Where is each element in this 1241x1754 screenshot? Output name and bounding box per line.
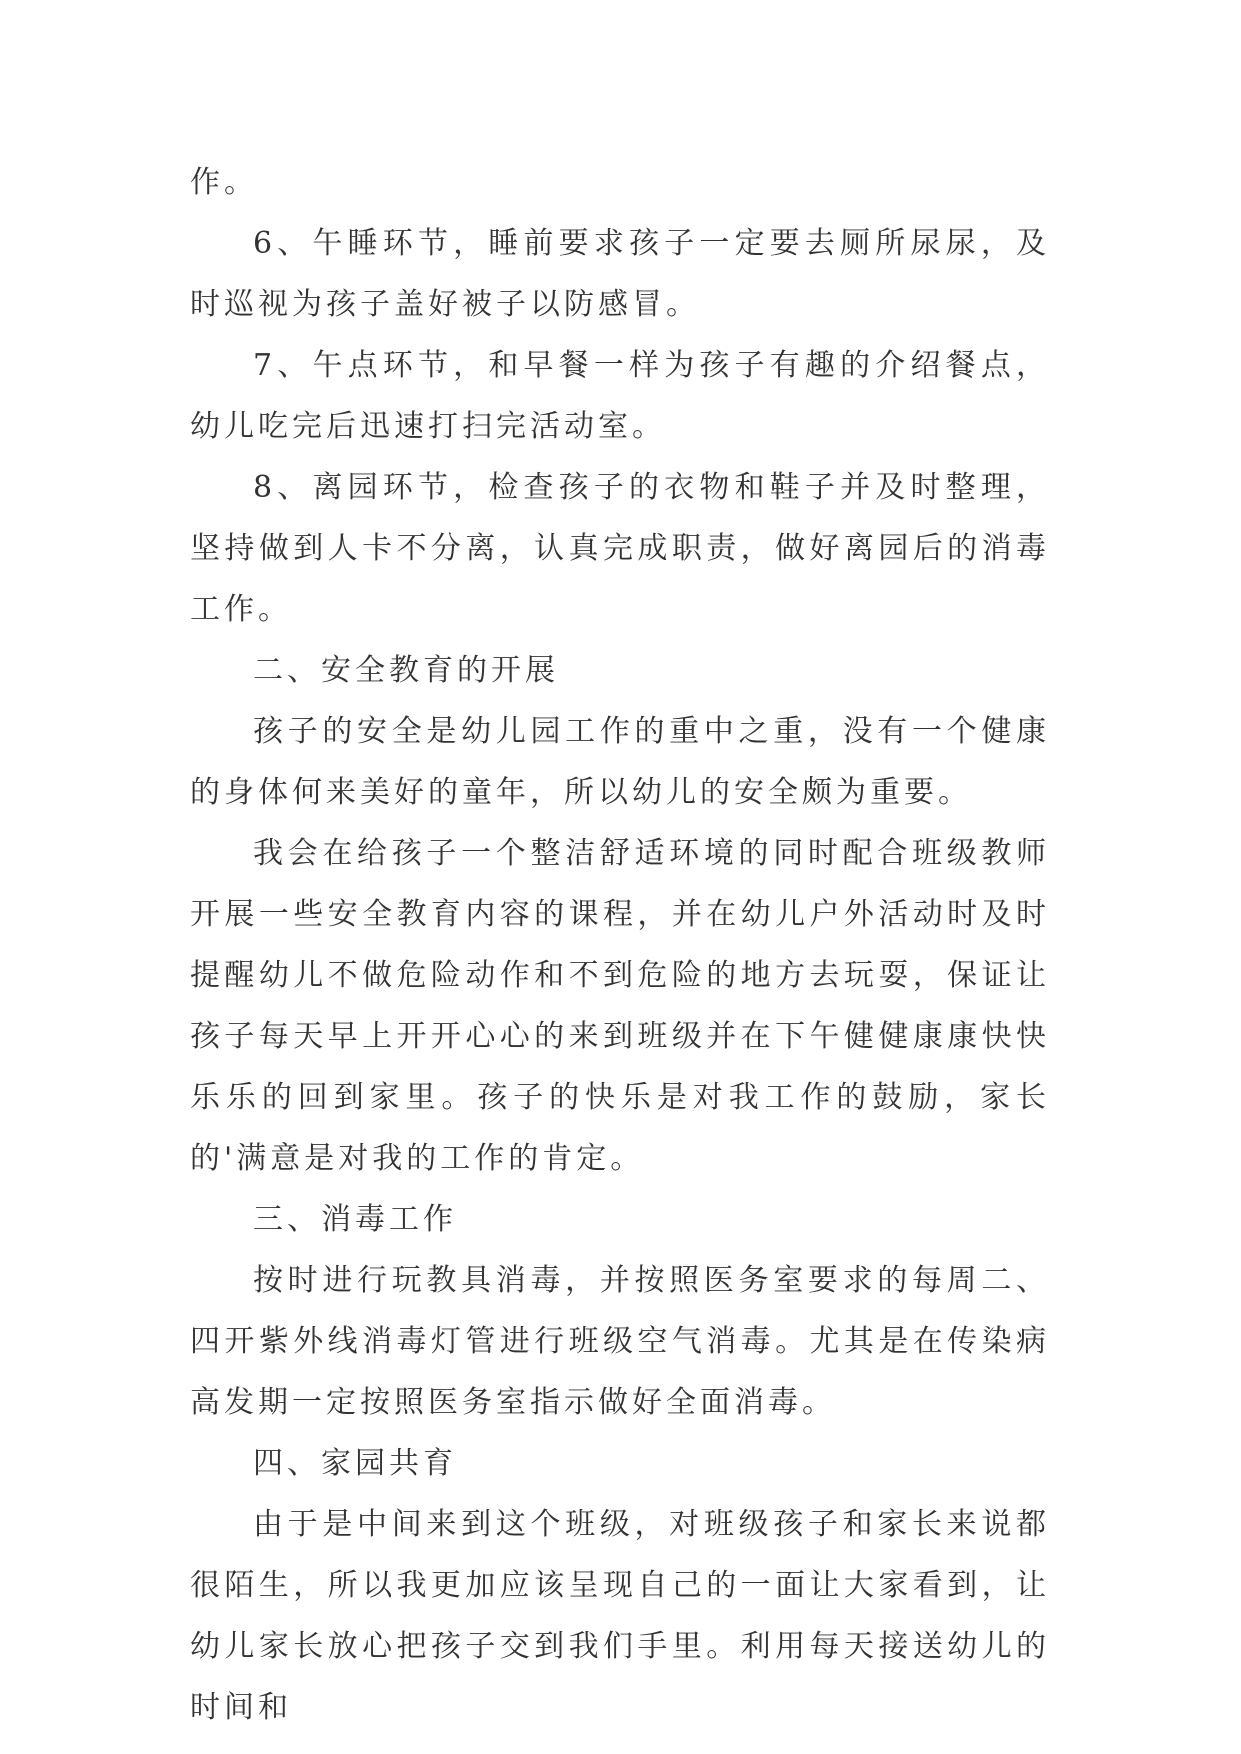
paragraph-afternoon-snack: 7、午点环节，和早餐一样为孩子有趣的介绍餐点，幼儿吃完后迅速打扫完活动室。: [190, 348, 1050, 444]
paragraph-safety-measures: 我会在给孩子一个整洁舒适环境的同时配合班级教师开展一些安全教育内容的课程，并在幼儿户外活动时及时提醒幼儿不做危险动作和不到危险的地方去玩耍，保证让孩子每天早上开开心心的来到班级并在下午健健康康快快乐乐的回到家里。孩子的快乐是对我工作的鼓励，家长的'满意是对我的工作的肯定。: [190, 836, 1050, 1176]
paragraph-disinfection: 按时进行玩教具消毒，并按照医务室要求的每周二、四开紫外线消毒灯管进行班级空气消毒。尤其是在传染病高发期一定按照医务室指示做好全面消毒。: [190, 1263, 1050, 1420]
paragraph-continuation: 作。: [190, 165, 258, 200]
document-body: [190, 152, 1050, 1738]
section-heading-home-school: 四、家园共育: [253, 1446, 457, 1481]
paragraph-nap-time: 6、午睡环节，睡前要求孩子一定要去厕所尿尿，及时巡视为孩子盖好被子以防感冒。: [190, 226, 1050, 322]
paragraph-home-school: 由于是中间来到这个班级，对班级孩子和家长来说都很陌生，所以我更加应该呈现自己的一面让大家看到，让幼儿家长放心把孩子交到我们手里。利用每天接送幼儿的时间和: [190, 1507, 1050, 1725]
section-heading-disinfection: 三、消毒工作: [253, 1202, 457, 1237]
paragraph-safety-importance: 孩子的安全是幼儿园工作的重中之重，没有一个健康的身体何来美好的童年，所以幼儿的安全颇为重要。: [190, 714, 1050, 810]
section-heading-safety-education: 二、安全教育的开展: [253, 653, 559, 688]
paragraph-leaving-kindergarten: 8、离园环节，检查孩子的衣物和鞋子并及时整理，坚持做到人卡不分离，认真完成职责，做好离园后的消毒工作。: [190, 470, 1050, 627]
